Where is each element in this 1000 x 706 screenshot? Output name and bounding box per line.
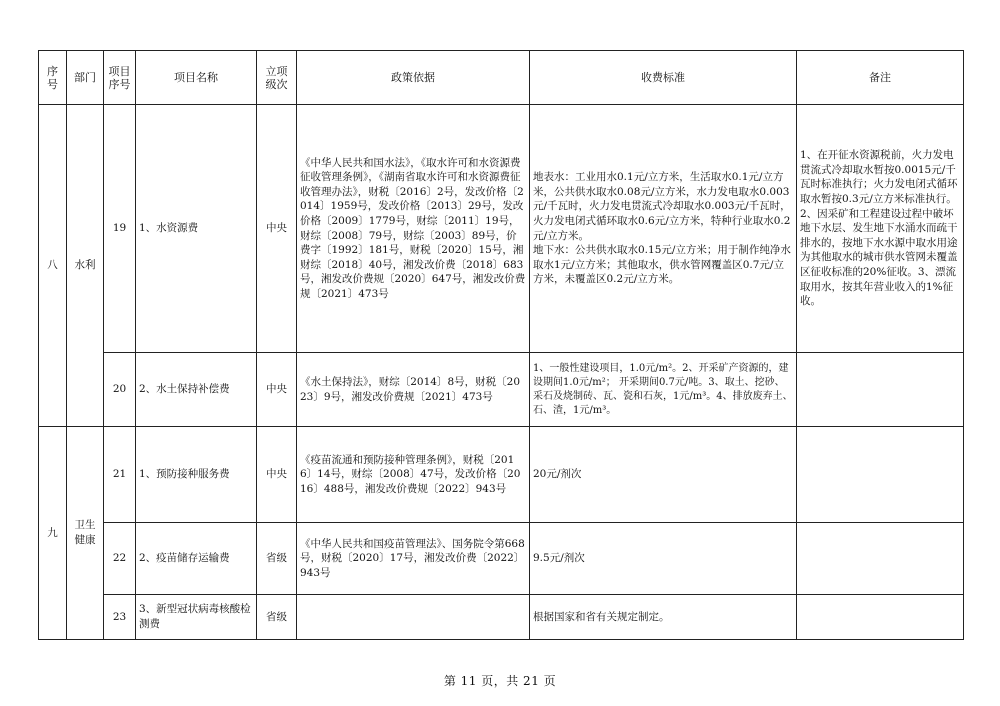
row-policy: 《疫苗流通和预防接种管理条例》，财税〔2016〕14号，财综〔2008〕47号，发改价格〔2016〕488号，湘发改价费规〔2022〕943号 bbox=[297, 427, 530, 523]
row-policy: 《水土保持法》，财综〔2014〕8号，财税〔2023〕9号，湘发改价费规〔2021〕473号 bbox=[297, 353, 530, 427]
header-standard: 收费标准 bbox=[530, 51, 797, 105]
row-standard: 9.5元/剂次 bbox=[530, 523, 797, 595]
table-row bbox=[39, 523, 964, 595]
group-seq: 八 bbox=[39, 105, 67, 427]
header-level: 立项 级次 bbox=[257, 51, 297, 105]
row-level: 省级 bbox=[257, 523, 297, 595]
header-item-seq: 项目 序号 bbox=[104, 51, 136, 105]
row-remarks bbox=[797, 595, 964, 640]
row-policy bbox=[297, 595, 530, 640]
row-name: 3、新型冠状病毒核酸检测费 bbox=[136, 595, 257, 640]
row-level: 省级 bbox=[257, 595, 297, 640]
header-seq: 序号 bbox=[39, 51, 67, 105]
row-name: 2、疫苗储存运输费 bbox=[136, 523, 257, 595]
row-remarks bbox=[797, 353, 964, 427]
table-row bbox=[39, 427, 964, 523]
row-standard: 20元/剂次 bbox=[530, 427, 797, 523]
row-no: 23 bbox=[104, 595, 136, 640]
row-no: 21 bbox=[104, 427, 136, 523]
header-policy: 政策依据 bbox=[297, 51, 530, 105]
row-name: 2、水土保持补偿费 bbox=[136, 353, 257, 427]
table-row bbox=[39, 353, 964, 427]
header-dept: 部门 bbox=[67, 51, 104, 105]
fee-table bbox=[38, 50, 964, 640]
row-remarks bbox=[797, 427, 964, 523]
row-no: 19 bbox=[104, 105, 136, 353]
row-no: 22 bbox=[104, 523, 136, 595]
row-remarks bbox=[797, 523, 964, 595]
row-remarks: 1、在开征水资源税前，火力发电贯流式冷却取水暂按0.0015元/千瓦时标准执行；火力发电闭式循环取水暂按0.3元/立方米标准执行。2、因采矿和工程建设过程中破坏地下水层、发生地下水涌水而疏干排水的，按地下水水源中取水用途为其他取水的城市供水管网未覆盖区征收标准的20%征收。3、漂流取用水，按其年营业收入的1%征收。 bbox=[797, 105, 964, 353]
row-standard: 1、一般性建设项目，1.0元/m²。2、开采矿产资源的，建设期间1.0元/m²； 开采期间0.7元/吨。3、取土、挖砂、采石及烧制砖、瓦、瓷和石灰，1元/m³。4、排放废弃土、石、渣，1元/m³。 bbox=[530, 353, 797, 427]
group-dept: 卫生 健康 bbox=[67, 427, 104, 640]
row-policy: 《中华人民共和国疫苗管理法》、国务院令第668号，财税〔2020〕17号，湘发改价费〔2022〕943号 bbox=[297, 523, 530, 595]
group-seq: 九 bbox=[39, 427, 67, 640]
header-row bbox=[39, 51, 964, 105]
table-row bbox=[39, 595, 964, 640]
group-dept: 水利 bbox=[67, 105, 104, 427]
header-remarks: 备注 bbox=[797, 51, 964, 105]
row-name: 1、预防接种服务费 bbox=[136, 427, 257, 523]
row-name: 1、水资源费 bbox=[136, 105, 257, 353]
header-item-name: 项目名称 bbox=[136, 51, 257, 105]
row-no: 20 bbox=[104, 353, 136, 427]
row-policy: 《中华人民共和国水法》，《取水许可和水资源费征收管理条例》，《湖南省取水许可和水资源费征收管理办法》，财税〔2016〕2号，发改价格〔2014〕1959号，发改价格〔2013〕29号，发改价格〔2009〕1779号，财综〔2011〕19号，财综〔2008〕79号，财综〔2003〕89号，价费字〔1992〕181号，财税〔2020〕15号，湘财综〔2018〕40号，湘发改价费〔2018〕683号，湘发改价费规〔2020〕647号，湘发改价费规〔2021〕473号 bbox=[297, 105, 530, 353]
row-level: 中央 bbox=[257, 427, 297, 523]
row-level: 中央 bbox=[257, 353, 297, 427]
row-standard: 根据国家和省有关规定制定。 bbox=[530, 595, 797, 640]
table-row bbox=[39, 105, 964, 353]
row-standard: 地表水：工业用水0.1元/立方米，生活取水0.1元/立方米，公共供水取水0.08元/立方米，水力发电取水0.003元/千瓦时，火力发电贯流式冷却取水0.003元/千瓦时，火力发电闭式循环取水0.6元/立方米，特种行业取水0.2元/立方米。 地下水：公共供水取水0.15元/立方米；用于制作纯净水取水1元/立方米；其他取水，供水管网覆盖区0.7元/立方米，未覆盖区0.2元/立方米。 bbox=[530, 105, 797, 353]
row-level: 中央 bbox=[257, 105, 297, 353]
page-footer: 第 11 页，共 21 页 bbox=[443, 674, 557, 688]
